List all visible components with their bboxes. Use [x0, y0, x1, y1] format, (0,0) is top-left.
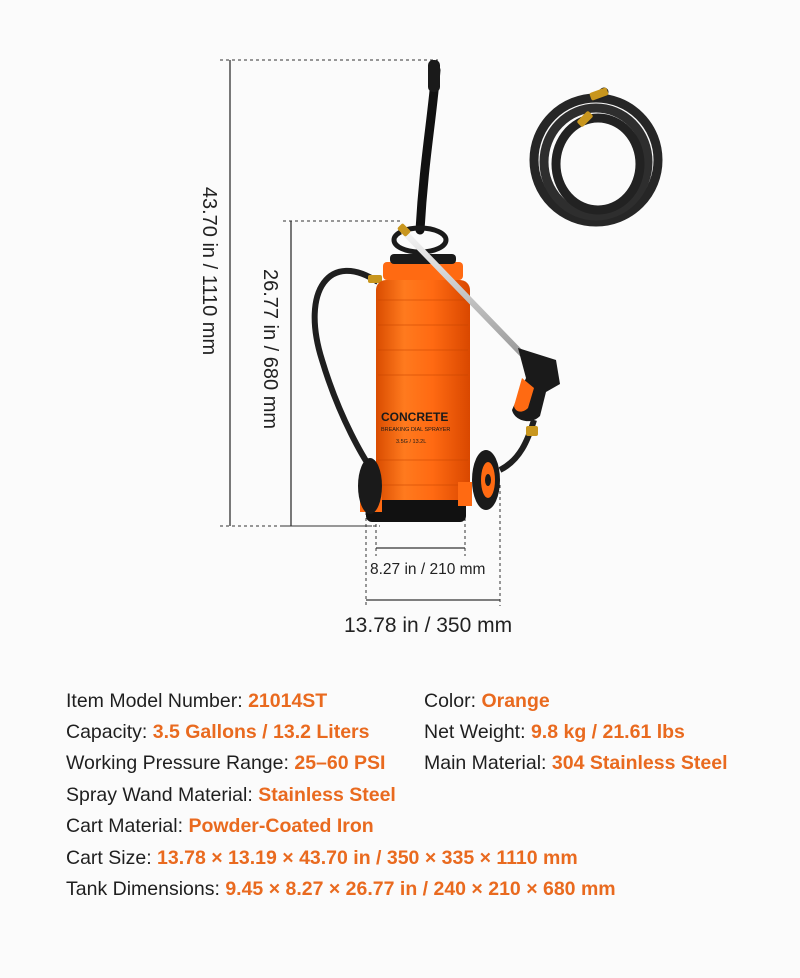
spec-color: Color: Orange: [424, 690, 550, 712]
right-wheel: [472, 450, 500, 510]
tank-brand-text: CONCRETE: [381, 410, 449, 424]
left-wheel: [358, 458, 382, 514]
spec-main-material: Main Material: 304 Stainless Steel: [424, 752, 728, 774]
spec-tank-dimensions: Tank Dimensions: 9.45 × 8.27 × 26.77 in / 240 × 210 × 680 mm: [66, 878, 616, 900]
spec-cart-material: Cart Material: Powder-Coated Iron: [66, 815, 374, 837]
spec-net-weight: Net Weight: 9.8 kg / 21.61 lbs: [424, 721, 685, 743]
tank-width-label: 8.27 in / 210 mm: [370, 561, 486, 578]
tank-height-label: 26.77 in / 680 mm: [259, 268, 281, 430]
tank-subtitle-text: BREAKING DIAL SPRAYER: [381, 427, 451, 433]
spec-capacity: Capacity: 3.5 Gallons / 13.2 Liters: [66, 721, 370, 743]
cart-handle: [394, 60, 446, 252]
cart-width-label: 13.78 in / 350 mm: [344, 614, 513, 637]
spec-pressure: Working Pressure Range: 25–60 PSI: [66, 752, 386, 774]
spec-cart-size: Cart Size: 13.78 × 13.19 × 43.70 in / 350 × 335 × 1110 mm: [66, 847, 578, 869]
tank-capacity-text: 3.5G / 13.2L: [396, 439, 427, 445]
coiled-hose: [534, 92, 658, 222]
total-height-label: 43.70 in / 1110 mm: [198, 186, 220, 356]
spec-wand-material: Spray Wand Material: Stainless Steel: [66, 784, 396, 806]
side-hose: [315, 271, 378, 470]
spec-item-model: Item Model Number: 21014ST: [66, 690, 328, 712]
